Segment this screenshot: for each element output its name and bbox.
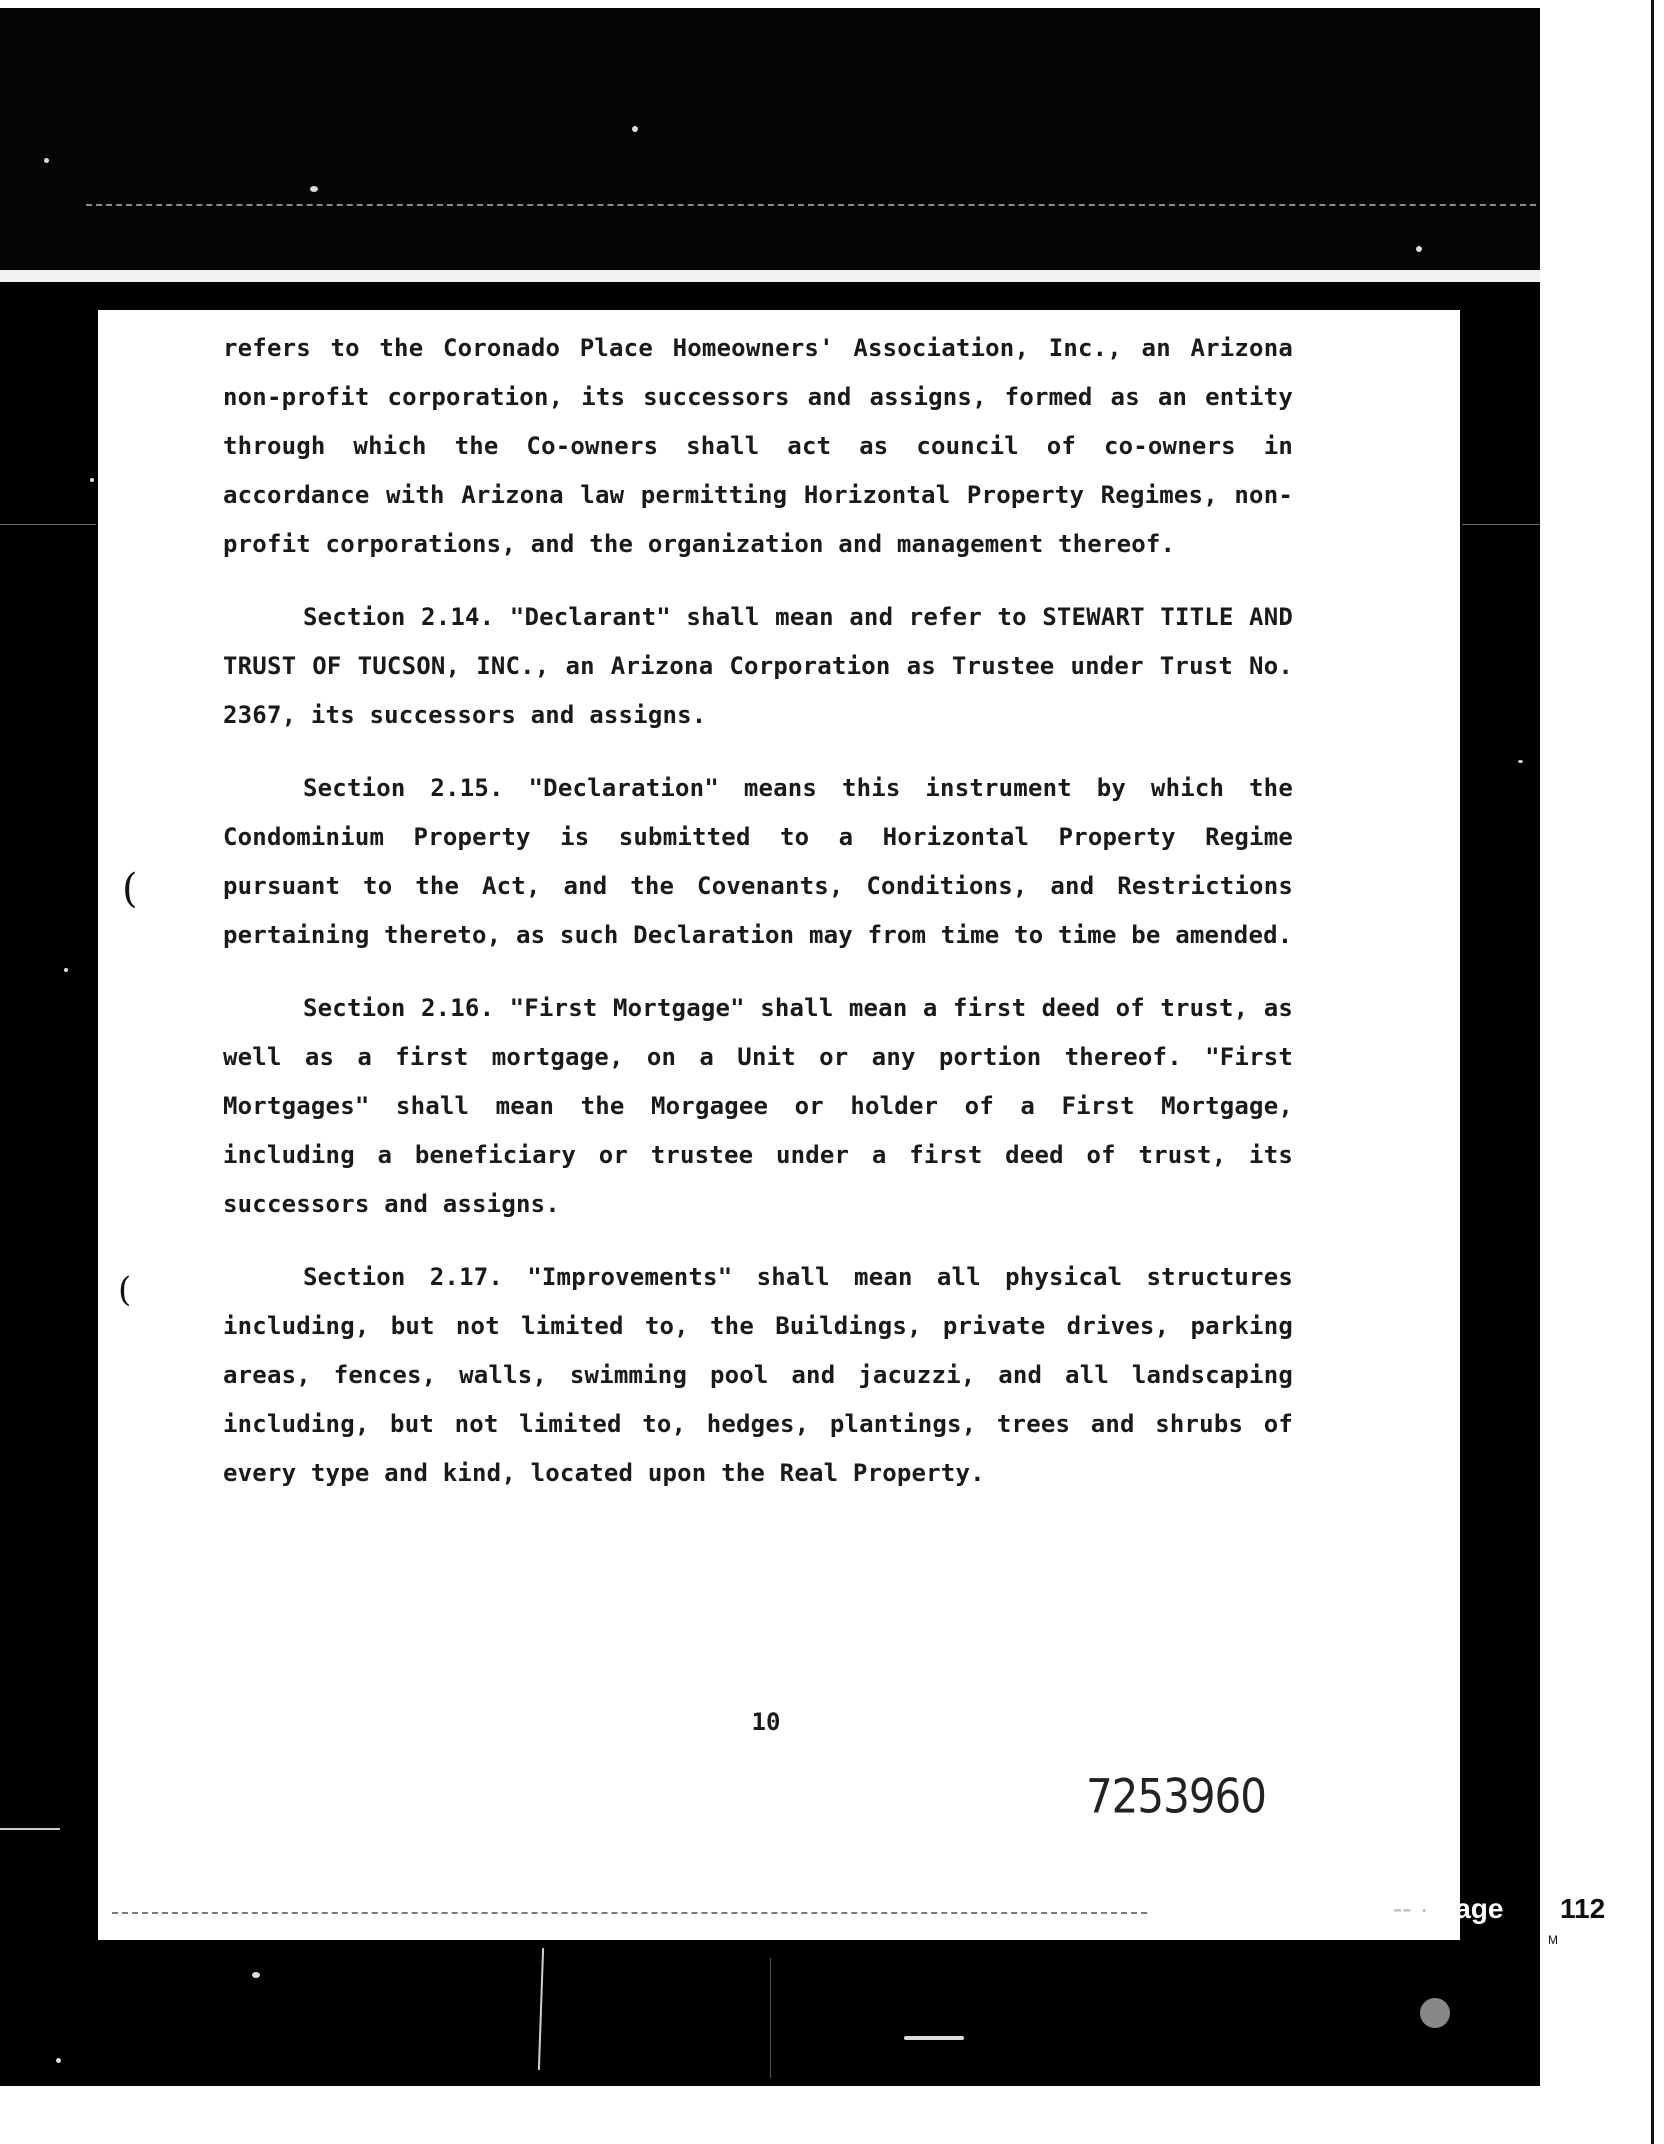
scan-smudge xyxy=(1420,1998,1450,2028)
bottom-scan-band xyxy=(0,1948,1540,2086)
section-2-15-paragraph: Section 2.15. "Declaration" means this instrument by which the Condominium Property is submitted to a Horizontal Property Regime pursuant to the Act, and the Covenants, Conditions, and Restrictions pertaining thereto, as such Declaration may from time to time be amended. xyxy=(223,774,1293,949)
scan-gap xyxy=(0,270,1540,282)
scan-speck xyxy=(64,968,68,972)
margin-paren-lower: ( xyxy=(118,1270,132,1310)
margin-paren-upper: ( xyxy=(122,866,138,912)
scan-speck xyxy=(1518,760,1523,763)
bottom-dashed-line xyxy=(112,1912,1147,1914)
left-edge-line xyxy=(0,524,96,525)
page-edge-rule xyxy=(1651,0,1654,2144)
page-indicator xyxy=(1393,1893,1503,1925)
stamp-docket: 7253 xyxy=(1085,1769,1189,1824)
scan-speck xyxy=(56,2058,61,2063)
section-2-14-paragraph: Section 2.14. "Declarant" shall mean and refer to STEWART TITLE AND TRUST OF TUCSON, INC., an Arizona Corporation as Trustee under Trust No. 2367, its successors and assigns. xyxy=(223,603,1293,729)
scan-smudge xyxy=(904,2036,964,2040)
top-scan-band xyxy=(0,8,1540,270)
scan-speck xyxy=(252,1972,260,1978)
section-2-17-paragraph: Section 2.17. "Improvements" shall mean all physical structures including, but not limited to, the Buildings, private drives, parking areas, fences, walls, swimming pool and jacuzzi, and all landscaping including, but not limited to, hedges, plantings, trees and shrubs of every type and kind, located upon the Real Property. xyxy=(223,1263,1293,1487)
page-total: 112 xyxy=(1560,1893,1606,1924)
scan-speck xyxy=(44,158,49,163)
top-dashed-line xyxy=(86,204,1536,206)
left-edge-mark xyxy=(0,1828,60,1830)
section-2-16-paragraph: Section 2.16. "First Mortgage" shall mean a first deed of trust, as well as a first mortgage, on a Unit or any portion thereof. "First Mortgages" shall mean the Morgagee or holder of a First Mortgage, including a beneficiary or trustee under a first deed of trust, its successors and assigns. xyxy=(223,994,1293,1218)
scan-speck xyxy=(90,478,94,482)
scan-streak xyxy=(770,1958,771,2078)
page-indicator-label: Page xyxy=(1436,1893,1504,1924)
scan-speck xyxy=(632,126,638,132)
scan-speck xyxy=(1416,246,1422,252)
page-number: 10 xyxy=(751,1708,781,1736)
page-total-subscript: M xyxy=(1548,1933,1558,1947)
scan-streak xyxy=(538,1948,544,2070)
document-page xyxy=(98,310,1460,1940)
stamp-page: 960 xyxy=(1188,1769,1266,1824)
recording-stamp xyxy=(1006,1769,1266,1824)
page-indicator-dash: -- · xyxy=(1393,1893,1437,1924)
scan-speck xyxy=(310,186,318,192)
right-edge-line xyxy=(1462,524,1540,525)
association-definition-paragraph: refers to the Coronado Place Homeowners' Association, Inc., an Arizona non-profit corporation, its successors and assigns, formed as an entity through which the Co-owners shall act as council of co-owners in accordance with Arizona law permitting Horizontal Property Regimes, non-profit corporations, and the organization and management thereof. xyxy=(223,334,1293,558)
body-text xyxy=(223,324,1293,1522)
scanned-page xyxy=(0,8,1540,2086)
